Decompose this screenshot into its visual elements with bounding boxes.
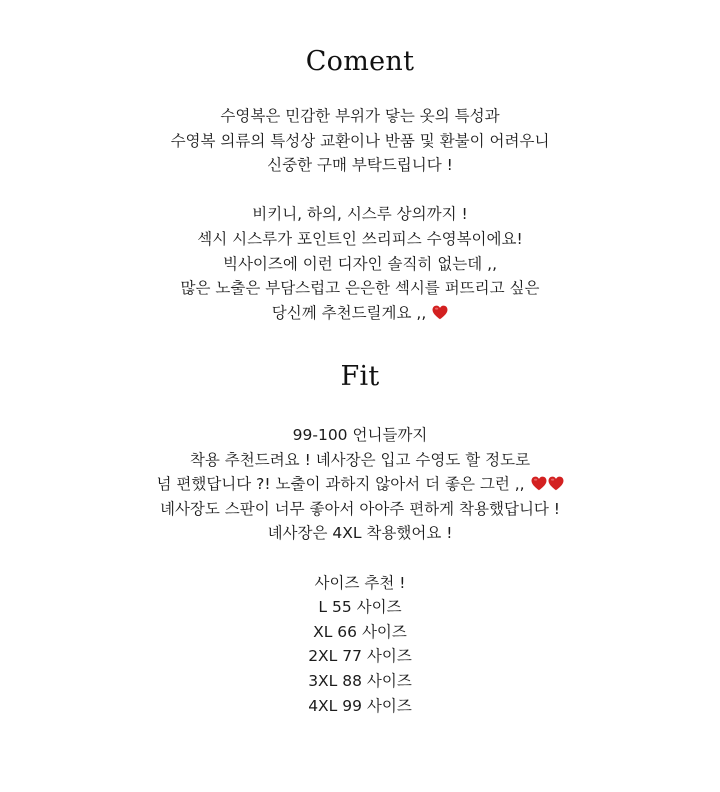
coment-line: 빅사이즈에 이런 디자인 솔직히 없는데 ,,	[222, 254, 498, 273]
size-recommend-heading: 사이즈 추천 !	[314, 573, 406, 592]
coment-line: 수영복 의류의 특성상 교환이나 반품 및 환불이 어려우니	[170, 131, 550, 150]
fit-line: 착용 추천드려요 ! 녜사장은 입고 수영도 할 정도로	[189, 450, 531, 469]
coment-line-text: 당신께 추천드릴게요 ,,	[271, 303, 427, 322]
size-item: 3XL 88 사이즈	[308, 671, 412, 690]
size-item: 4XL 99 사이즈	[308, 696, 412, 715]
coment-line-with-heart	[0, 301, 720, 326]
fit-heading: Fit	[340, 361, 380, 392]
size-item: L 55 사이즈	[318, 598, 402, 617]
coment-text-block	[0, 104, 720, 325]
heart-icon	[432, 305, 448, 320]
size-item: 2XL 77 사이즈	[308, 647, 412, 666]
fit-line-text: 넘 편했답니다 ?! 노출이 과하지 않아서 더 좋은 그런 ,,	[156, 475, 525, 494]
size-item: XL 66 사이즈	[313, 622, 407, 641]
fit-line: 99-100 언니들까지	[292, 426, 428, 444]
heart-icon	[548, 476, 564, 491]
coment-line: 비키니, 하의, 시스루 상의까지 !	[252, 205, 468, 224]
coment-line: 수영복은 민감한 부위가 닿는 옷의 특성과	[220, 107, 500, 125]
coment-heading: Coment	[305, 46, 415, 77]
coment-line: 많은 노출은 부담스럽고 은은한 섹시를 퍼뜨리고 싶은	[180, 279, 540, 298]
paragraph-gap	[0, 546, 720, 571]
fit-text-block	[0, 423, 720, 718]
coment-line: 섹시 시스루가 포인트인 쓰리피스 수영복이에요!	[197, 229, 523, 248]
fit-line: 녜사장은 4XL 착용했어요 !	[267, 524, 453, 543]
fit-line-with-hearts	[0, 472, 720, 497]
coment-line: 신중한 구매 부탁드립니다 !	[267, 156, 453, 175]
paragraph-gap	[0, 178, 720, 203]
fit-line: 녜사장도 스판이 너무 좋아서 아아주 편하게 착용했답니다 !	[159, 499, 561, 518]
heart-icon	[531, 476, 547, 491]
